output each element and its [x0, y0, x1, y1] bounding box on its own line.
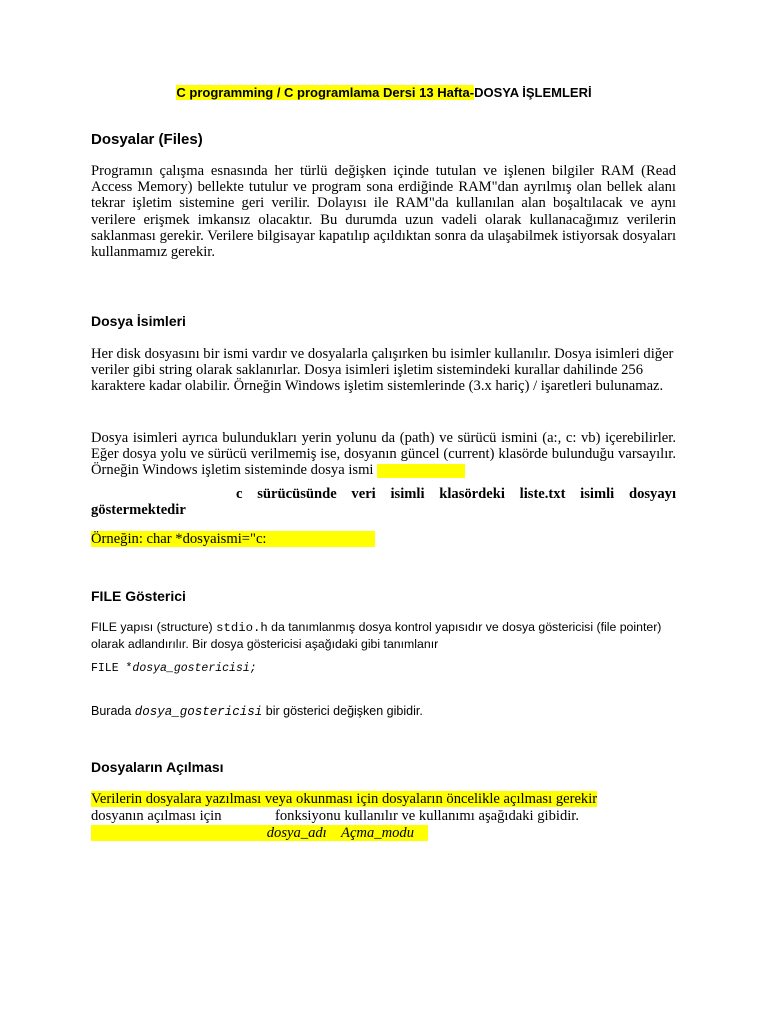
- code-decl-prefix: FILE *: [91, 662, 133, 675]
- title-course: C programming / C programlama Dersi 13 Hafta-: [176, 85, 475, 100]
- code-declaration: [91, 662, 257, 675]
- document-title: [0, 85, 768, 100]
- opening-line-3: dosya_adı Açma_modu: [91, 825, 428, 841]
- burada-code: dosya_gostericisi: [134, 705, 263, 719]
- file-names-paragraph-2: [91, 430, 676, 479]
- heading-file-names: Dosya İsimleri: [91, 313, 186, 329]
- heading-opening-files: Dosyaların Açılması: [91, 759, 224, 775]
- file-names-paragraph-1: Her disk dosyasını bir ismi vardır ve dosyalarla çalışırken bu isimler kullanılır. Dosya isimleri diğer veriler gibi string olarak saklanırlar. Dosya isimleri işletim sistemindeki kurallar dahilinde 256 karaktere kadar olabilir. Örneğin Windows işletim sistemlerinde (3.x hariç) / işaretleri bulunamaz.: [91, 346, 674, 395]
- heading-file-pointer: FILE Gösterici: [91, 588, 186, 604]
- highlight-blank: [377, 464, 465, 478]
- code-decl-var: dosya_gostericisi;: [132, 662, 257, 675]
- opening-line-2-part-2: fonksiyonu kullanılır ve kullanımı aşağıdaki gibidir.: [275, 808, 579, 824]
- file-pointer-line-1: [91, 619, 661, 637]
- bold-example-line-1: c sürücüsünde veri isimli klasördeki liste.txt isimli dosyayı: [236, 486, 676, 502]
- burada-text-2: bir gösterici değişken gibidir.: [262, 704, 423, 718]
- file-pointer-text-1: FILE yapısı (structure): [91, 620, 217, 634]
- example-char-pointer: Örneğin: char *dosyaismi="c:: [91, 531, 375, 547]
- bold-example-line-2: göstermektedir: [91, 502, 186, 518]
- burada-line: [91, 704, 423, 719]
- heading-files: Dosyalar (Files): [91, 131, 203, 148]
- code-stdio-h: stdio.h: [216, 621, 268, 635]
- file-names-paragraph-2-text: Dosya isimleri ayrıca bulundukları yerin yolunu da (path) ve sürücü ismini (a:, c: vb) içerebilirler. Eğer dosya yolu ve sürücü verilmemiş ise, dosyanın güncel (current) klasörde bulunduğu varsayılır. Örneğin Windows işletim sisteminde dosya ismi: [91, 430, 676, 479]
- burada-text-1: Burada: [91, 704, 135, 718]
- title-topic: DOSYA İŞLEMLERİ: [474, 85, 592, 100]
- opening-line-1: Verilerin dosyalara yazılması veya okunması için dosyaların öncelikle açılması gerekir: [91, 791, 598, 807]
- opening-line-2-part-1: dosyanın açılması için: [91, 808, 222, 824]
- file-pointer-text-2: da tanımlanmış dosya kontrol yapısıdır ve dosya göstericisi (file pointer): [267, 620, 662, 634]
- files-paragraph: Programın çalışma esnasında her türlü değişken içinde tutulan ve işlenen bilgiler RAM (Read Access Memory) bellekte tutulur ve program sona erdiğinde RAM"dan ayrılmış olan bellek alanı tekrar işletim sistemine geri verilir. Dolayısı ile RAM"da kullanılan alan boşaltılacak ve aynı verilere erişmek imkansız olacaktır. Bu durumda uzun vadeli olarak kullanacağımız verilerin saklanması gerekir. Verilere bilgisayar kapatılıp açıldıktan sonra da ulaşabilmek istiyorsak dosyaları kullanmamız gerekir.: [91, 163, 676, 261]
- file-pointer-line-2: olarak adlandırılır. Bir dosya göstericisi aşağıdaki gibi tanımlanır: [91, 637, 439, 651]
